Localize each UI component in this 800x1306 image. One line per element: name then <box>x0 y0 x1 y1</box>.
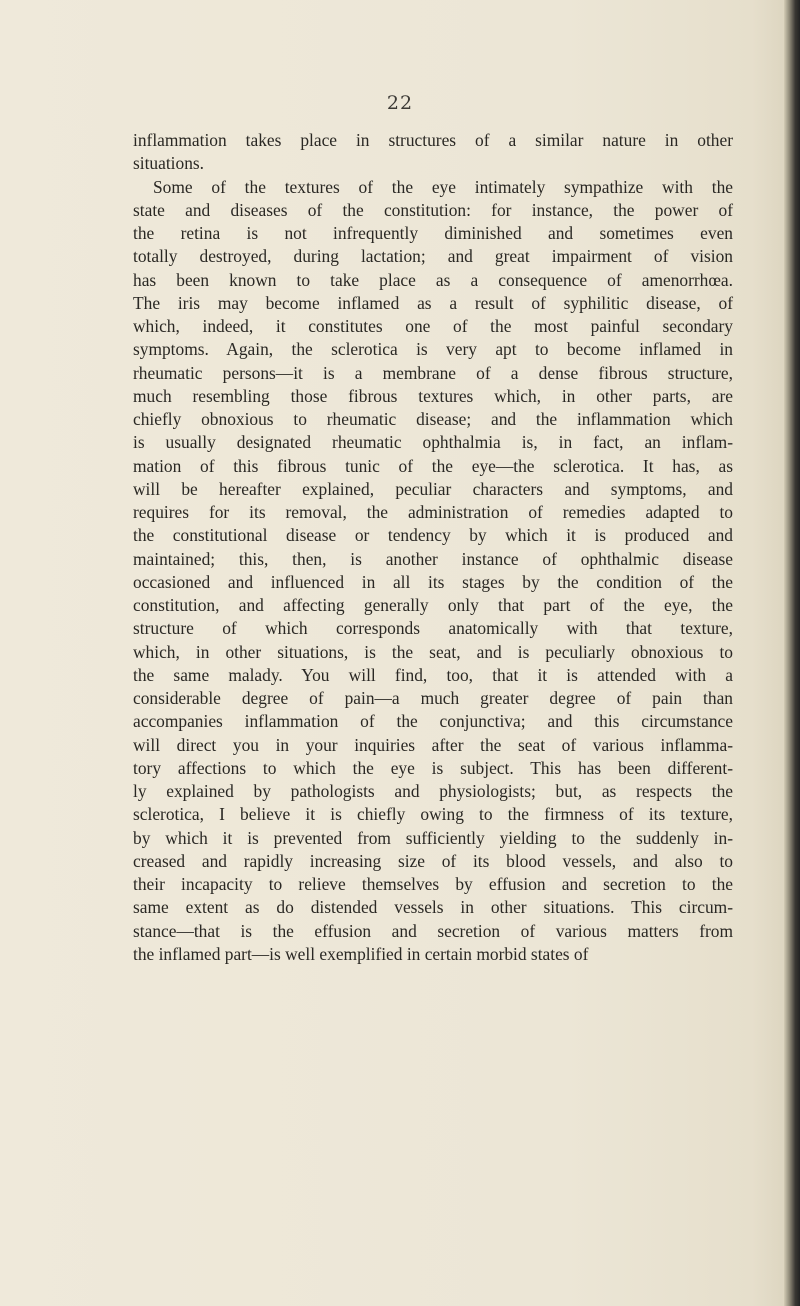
text-line: constitution, and affecting generally only that part of the eye, the <box>133 595 733 615</box>
text-line: creased and rapidly increasing size of its blood vessels, and also to <box>133 850 733 871</box>
text-line: maintained; this, then, is another instance of ophthalmic disease <box>133 548 733 569</box>
text-line: symptoms. Again, the sclerotica is very apt to become inflamed in <box>133 339 733 360</box>
text-line: considerable degree of pain—a much greater degree of pain than <box>133 688 733 708</box>
text-line: stance—that is the effusion and secretion of various matters from <box>133 920 733 941</box>
text-line: the constitutional disease or tendency by which it is produced and <box>133 525 733 546</box>
text-line: The iris may become inflamed as a result of syphilitic disease, of <box>133 292 733 313</box>
text-line: ly explained by pathologists and physiologists; but, as respects the <box>133 781 733 801</box>
page-edge-shadow <box>784 0 800 1306</box>
text-line: will direct you in your inquiries after the seat of various inflamma- <box>133 734 733 755</box>
page-number: 22 <box>386 92 414 114</box>
body-text <box>133 129 733 966</box>
text-line: the retina is not infrequently diminished and sometimes even <box>133 223 733 243</box>
text-line: their incapacity to relieve themselves by effusion and secretion to the <box>133 874 733 894</box>
text-line: much resembling those fibrous textures which, in other parts, are <box>133 385 733 406</box>
text-line: sclerotica, I believe it is chiefly owing to the firmness of its texture, <box>133 804 733 825</box>
text-line: structure of which corresponds anatomically with that texture, <box>133 618 733 639</box>
text-line: rheumatic persons—it is a membrane of a dense fibrous structure, <box>133 362 733 383</box>
text-line: situations. <box>133 153 205 174</box>
text-line: is usually designated rheumatic ophthalmia is, in fact, an inflam- <box>133 432 733 453</box>
text-line: by which it is prevented from sufficiently yielding to the suddenly in- <box>133 827 733 848</box>
text-line: inflammation takes place in structures of a similar nature in other <box>133 130 733 150</box>
text-line: the same malady. You will find, too, that it is attended with a <box>133 664 733 685</box>
text-line: which, in other situations, is the seat, and is peculiarly obnoxious to <box>133 641 733 662</box>
text-line: requires for its removal, the administration of remedies adapted to <box>133 502 733 522</box>
text-line: same extent as do distended vessels in other situations. This circum- <box>133 897 733 918</box>
text-line: has been known to take place as a consequence of amenorrhœa. <box>133 269 733 290</box>
text-line: state and diseases of the constitution: for instance, the power of <box>133 199 733 220</box>
text-line: the inflamed part—is well exemplified in certain morbid states of <box>133 943 589 964</box>
text-line: which, indeed, it constitutes one of the most painful secondary <box>133 316 733 336</box>
text-line: Some of the textures of the eye intimately sympathize with the <box>153 176 733 197</box>
text-line: totally destroyed, during lactation; and great impairment of vision <box>133 246 733 267</box>
text-line: accompanies inflammation of the conjunctiva; and this circumstance <box>133 711 733 732</box>
text-line: chiefly obnoxious to rheumatic disease; and the inflammation which <box>133 409 733 429</box>
text-line: mation of this fibrous tunic of the eye—the sclerotica. It has, as <box>133 455 733 476</box>
text-line: occasioned and influenced in all its stages by the condition of the <box>133 571 733 592</box>
text-line: tory affections to which the eye is subject. This has been different- <box>133 757 733 778</box>
text-line: will be hereafter explained, peculiar characters and symptoms, and <box>133 478 733 499</box>
